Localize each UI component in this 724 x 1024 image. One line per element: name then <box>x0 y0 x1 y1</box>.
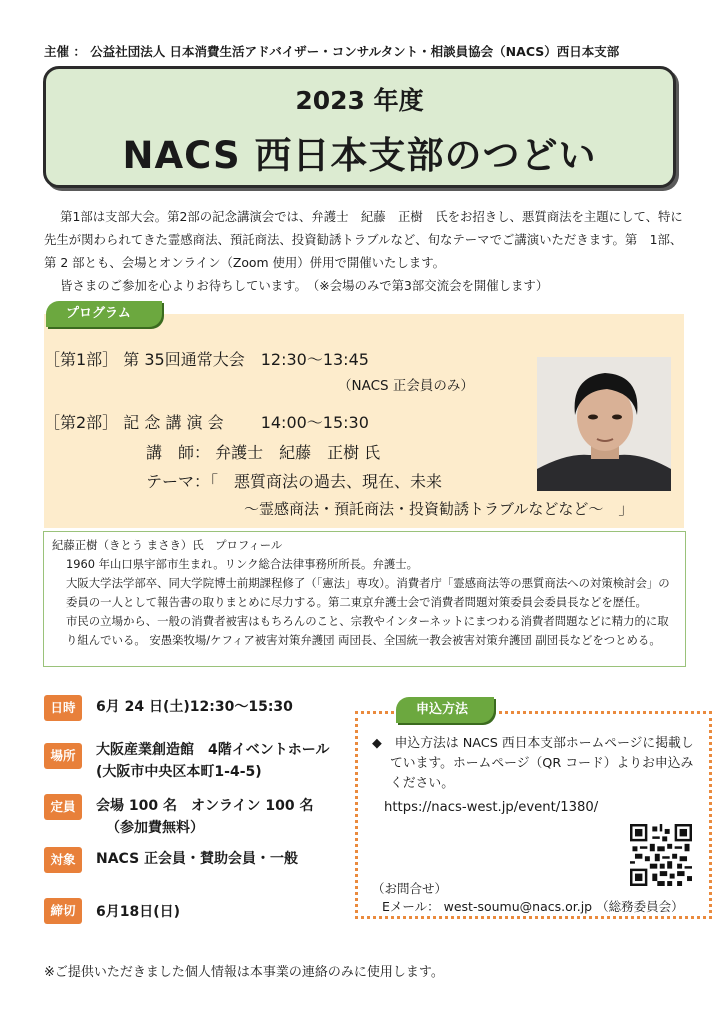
profile-title: 紀藤正樹（きとう まさき）氏 プロフィール <box>52 538 283 552</box>
title-main: NACS 西日本支部のつどい <box>122 134 597 177</box>
program-lecturer: 講 師： 弁護士 紀藤 正樹 氏 <box>146 443 381 462</box>
label-date: 日時 <box>44 695 82 721</box>
value-fee: （参加費無料） <box>106 820 204 836</box>
intro-paragraph-1: 第1部は支部大会。第2部の記念講演会では、弁護士 紀藤 正樹 氏をお招きし、悪質商法を主題にして、特に先生が関わられてきた霊感商法、預託商法、投資勧誘トラブルなど、旬なテーマでご講演いただきます。第 1部、第 2 部とも、会場とオンライン（Zoom 使用）併用で開催いたします。 <box>44 209 683 270</box>
apply-url-link[interactable]: https://nacs-west.jp/event/1380/ <box>384 800 599 815</box>
privacy-footer: ※ご提供いただきました個人情報は本事業の連絡のみに使用します。 <box>44 965 444 980</box>
label-target: 対象 <box>44 847 82 873</box>
apply-instructions: ◆ 申込方法は NACS 西日本支部ホームページに掲載しています。ホームページ（QR コード）よりお申込みください。 <box>372 736 694 791</box>
program-tab: プログラム <box>46 301 162 327</box>
title-year: 2023 年度 <box>295 86 424 115</box>
profile-line-3: 市民の立場から、一般の消費者被害はもちろんのこと、宗教やインターネットにまつわる消費者問題などに精力的に取り組んでいる。 安愚楽牧場/ケフィア被害対策弁護団 両団長、全国統一教会被害対策弁護団 副団長などをつとめる。 <box>66 614 669 647</box>
intro-text <box>44 205 684 297</box>
contact-label: （お問合せ） <box>372 881 448 896</box>
apply-section <box>355 711 712 919</box>
profile-line-2: 大阪大学法学部卒、同大学院博士前期課程修了（「憲法」専攻）。消費者庁「霊感商法等の悪質商法への対策検討会」の委員の一人として報告書の取りまとめに尽力する。第二東京弁護士会で消費者問題対策委員会委員長などを歴任。 <box>66 576 670 609</box>
program-part1-note: （NACS 正会員のみ） <box>338 378 474 394</box>
speaker-photo <box>537 357 671 491</box>
value-deadline: 6月18日(日) <box>96 904 181 920</box>
qr-code-icon[interactable] <box>630 824 692 886</box>
program-theme-line1: テーマ：「 悪質商法の過去、現在、未来 <box>146 472 443 491</box>
contact-email: Eメール： west-soumu@nacs.or.jp （総務委員会） <box>382 899 684 914</box>
program-part2: ［第2部］ 記 念 講 演 会 14:00～15:30 <box>44 413 369 432</box>
label-deadline: 締切 <box>44 898 82 924</box>
value-capacity: 会場 100 名 オンライン 100 名 <box>96 798 314 814</box>
value-date: 6月 24 日(土)12:30～15:30 <box>96 699 293 715</box>
profile-line-1: 1960 年山口県宇部市生まれ。リンク総合法律事務所所長。弁護士。 <box>66 557 419 571</box>
organizer-line: 主催 ： 公益社団法人 日本消費生活アドバイザー・コンサルタント・相談員協会（NACS）西日本支部 <box>44 44 620 59</box>
contact-info <box>372 880 684 916</box>
speaker-portrait-icon <box>537 357 671 491</box>
value-target: NACS 正会員・賛助会員・一般 <box>96 851 299 867</box>
label-capacity: 定員 <box>44 794 82 820</box>
value-venue: 大阪産業創造館 4階イベントホール <box>96 742 330 758</box>
apply-tab: 申込方法 <box>396 697 494 723</box>
program-theme-line2: ～霊感商法・預託商法・投資勧誘トラブルなどなど～ 」 <box>244 500 634 518</box>
title-box <box>43 66 676 188</box>
program-part1: ［第1部］ 第 35回通常大会 12:30～13:45 <box>44 350 369 369</box>
intro-paragraph-2: 皆さまのご参加を心よりお待ちしています。 （※会場のみで第3部交流会を開催します） <box>60 278 549 293</box>
label-venue: 場所 <box>44 743 82 769</box>
value-venue-address: (大阪市中央区本町1-4-5) <box>96 764 262 780</box>
profile-section <box>43 531 686 667</box>
